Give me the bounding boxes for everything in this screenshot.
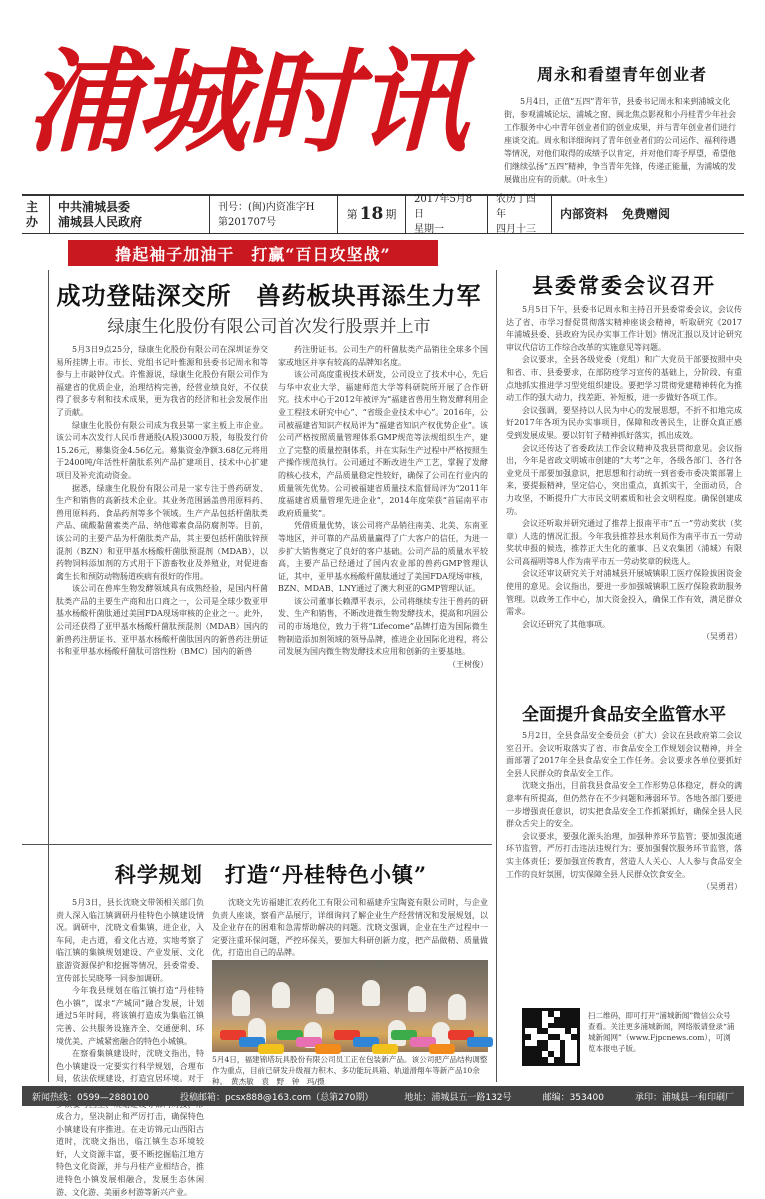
free-gift: 免费赠阅 (622, 207, 671, 221)
qr-instructions: 扫二维码，即可打开“浦城新闻”微信公众号查看。关注更多浦城新闻，网络版请登录“浦城新闻网”（www.Fjpcnews.com），可浏览本报电子版。 (588, 1011, 735, 1053)
postcode: 邮编：353400 (542, 1092, 604, 1103)
photo-worker (232, 990, 250, 1016)
lead-column-a (56, 344, 268, 844)
issue-value: 18 (359, 204, 384, 224)
byline: （王树俊） (448, 659, 488, 669)
info-bar (22, 194, 744, 234)
left-divider (48, 270, 49, 1082)
paragraph: 5月3日，县长沈晓文带领相关部门负责人深入临江镇调研丹桂特色小镇建设情况。调研中，沈晓文看集镇，进企业，入车间，走古道，看文化古迹，实地考察了临江镇的集镇规划建设、产业发展、文化旅游资源保护和挖掘等情况，县委常委、宣传部长吴晓琴一同参加调研。 (56, 898, 204, 983)
paragraph: 会议还传达了省委政法工作会议精神及我县贯彻意见。会议指出，今年是省政文明城市创建的“大考”之年，各级各部门、各行各业党员干部要加强意识，把思想和行动统一到省委市委决策部署上来，要提振精神，坚定信心，突出重点，真抓实干，全面动员，合力攻坚，不断提升广大市民文明素质和社会文明程度。确保创建成功。 (506, 443, 742, 516)
photo-worker (272, 982, 290, 1008)
paragraph: 5月3日9点25分，绿康生化股份有限公司在深圳证券交易所挂牌上市。市长、党组书记叶惟源和县委书记周永和等参与上市敲钟仪式。许惟源说，绿康生化股份有限公司作为福建省的优质企业，治理结构完善，经营业绩良好，不仅获得了很多专利和技术成果，更为我省的经济和社会发展作出了贡献。 (56, 345, 268, 417)
publication-number-2: 第201707号 (218, 216, 277, 228)
paragraph: 会议要求，要强化源头治理，加强种养环节监管；要加强流通环节监管，严厉打击违法违规行为；要加强餐饮服务环节监管，落实主体责任；要加强宣传教育，营造人人关心、人人参与食品安全工作的良好氛围，切实保障全县人民群众饮食安全。 (506, 831, 742, 879)
paragraph: 沈晓文先访福建汇农药化工有限公司和福建乔宝陶瓷有限公司时，与企业负责人座谈，察看产品展厅，详细询问了解企业生产经营情况和发展规划，以及企业存在的困难和急需帮助解决的问题。沈晓文强调，企业在生产过程中一定要注重环保问题，严控环保关，要加大科研创新力度，把产品做精、质量做优，打造出自己的品牌。 (212, 898, 488, 958)
issue-suffix: 期 (385, 208, 397, 221)
side-news (504, 62, 740, 186)
factory-photo (212, 960, 488, 1052)
newspaper-logo: 浦城时讯 (26, 37, 466, 168)
science-column-b (212, 897, 488, 957)
issue-date (406, 196, 488, 233)
paragraph: 会议强调，要坚持以人民为中心的发展思想，不折不扣地完成好2017年各项为民办实事项目，保障和改善民生，让群众真正感受到发展成果。要以钉钉子精神抓好落实，抓出成效。 (506, 405, 742, 440)
lunar-year: 农历丁酉年 (496, 194, 536, 220)
photo-toy (258, 1044, 284, 1054)
publication-number (210, 196, 338, 233)
paragraph: 今年我县规划在临江镇打造“丹桂特色小镇”，谋求“产城同”融合发展，计划通过5年时间，将该镇打造成为集临江镇完善、公共服务设施齐全、交通便利、环境优美、产城紧密融合的特色小城镇。 (56, 986, 204, 1046)
paragraph: 药注册证书。公司生产的杆菌肽类产品销往全球多个国家或地区并享有较高的品牌知名度。 (278, 345, 488, 367)
byline: （吴勇君） (702, 882, 742, 892)
qr-module (525, 1034, 531, 1040)
paragraph: 绿康生化股份有限公司成为我县第一家主板上市企业。该公司本次发行人民币普通股(A股)3000万股，每股发行价15.26元，募集资金4.56亿元。募集资金净额3.68亿元将用于2400吨/年活性杆菌肽系列产品扩建项目、技术中心扩建项目及补充流动资金。 (56, 420, 268, 480)
masthead (22, 14, 744, 196)
paragraph: 会议要求，全县各级党委（党组）和广大党员干部要按照中央和省、市、县委要求，在部防疫学习宣传的基础上，分阶段、有重点地抓实推进学习型党组织建设。要把学习贯彻党建精神转化为推动工作的强大动力，找差距、补短板，进一步做好各项工作。 (506, 355, 742, 403)
publication-number-1: 刊号：(闽)内资准字H (218, 201, 315, 213)
organizer-1: 中共浦城县委 (58, 199, 131, 214)
photo-worker (362, 980, 380, 1006)
lead-subheadline: 绿康生化股份有限公司首次发行股票并上市 (107, 317, 431, 337)
science-headline: 科学规划 打造“丹桂特色小镇” (114, 862, 428, 887)
lunar-date (488, 196, 552, 233)
paragraph: 5月5日下午，县委书记周永和主持召开县委常委会议，会议传达了省、市学习督促贯彻落实精神座谈会精神，听取研究《2017年浦城县委、县政府为民办实事工作计划》情况汇报以及讨论研究审议代信访工作综合改革的实施意见等问题。 (506, 305, 742, 352)
qr-code-icon[interactable] (522, 1008, 580, 1066)
internal-material: 内部资料 (560, 207, 609, 221)
organizer-names (50, 196, 210, 233)
issue-weekday: 星期一 (414, 224, 444, 235)
photo-worker (316, 988, 334, 1014)
side-news-body: 5月4日，正值“五四”青年节，县委书记周永和来到浦城文化街，参观浦城论坛、浦城之窗、闽北焦点影视和小丹桂青少年社会工作服务中心中青年创业者们的创业成果，并与青年创业者们进行座谈交流。周永和详细询问了青年创业者们的公司运作、福利待遇等情况，对他们取得的成绩予以肯定，并对他们寄予厚望，希望他们继续弘扬“五四”精神，争当青年先锋，传递正能量，为浦城的发展做出应有的贡献。（叶永生） (504, 97, 737, 184)
standing-committee-headline: 县委常委会议召开 (532, 273, 716, 298)
printer: 承印：浦城县一和印刷厂 (634, 1092, 734, 1103)
paragraph: 该公司高度重视技术研发，公司设立了技术中心，先后与华中农业大学、福建师范大学等科研院所开展了合作研究。技术中心于2012年被评为“福建省兽用生物发酵利用企业工程技术研究中心”、“省级企业技术中心”。2016年，公司被福建省知识产权局评为“福建省知识产权优势企业”。该公司严格按照质量管理体系GMP规范等法规组织生产，建立了完整的质量控制体系，并在实际生产过程中严格按照生产操作规范执行。公司通过不断改进生产工艺，掌握了发酵的核心技术，产品质量稳定性较好，确保了公司在行业内的质量领先优势。公司被福建省质量技术监督局评为“2011年度福建省质量管理先进企业”，2014年度荣获“首届南平市政府质量奖”。 (278, 370, 488, 518)
lead-column-b (278, 344, 488, 844)
photo-toy (429, 1044, 455, 1054)
byline: （吴勇君） (702, 632, 742, 642)
qr-module (571, 1034, 577, 1040)
issue-prefix: 第 (346, 208, 358, 221)
side-news-title: 周永和看望青年创业者 (536, 65, 707, 84)
qr-module (542, 1057, 548, 1063)
photo-toy (467, 1037, 493, 1047)
paragraph: 该公司在兽库生物发酵领域具有成熟经验，是国内杆菌肽类产品的主要生产商和出口商之一，公司是全球少数亚甲基水杨酸杆菌肽通过美国FDA现场审核的企业之一。此外，公司还获得了亚甲基水杨酸杆菌肽预混剂（MDAB）国内的新兽药注册证书、亚甲基水杨酸杆菌肽国内的新兽药注册证书和亚甲基水杨酸杆菌肽可溶性粉（BMC）国内的新兽 (56, 584, 268, 657)
lead-headline: 成功登陆深交所 兽药板块再添生力军 (56, 281, 482, 310)
submission-email: 投稿邮箱：pcsx888@163.com（总第270期） (180, 1092, 374, 1103)
photo-worker (408, 986, 426, 1012)
paragraph: 该公司董事长赖潭平表示，公司将继续专注于兽药的研发、生产和销售，不断改进微生物发酵技术，提高和巩固公司的市场地位，致力于将“Lifecome”品牌打造为国际微生物制造添加剂领域的领导品牌，推进企业国际化进程，将公司发展为国内微生物发酵技术应用和创新的主要基地。 (278, 596, 488, 657)
standing-committee-body (506, 304, 742, 692)
column-divider (496, 270, 497, 1082)
issue-date-1: 2017年5月8日 (414, 194, 473, 220)
paragraph: 在察看集镇建设时，沈晓文指出，特色小镇建设一定要实行科学规划，合理布局，依法依规建设，打造宜居环境。对于 成合力，坚决制止和严厉打击，确保特色小镇建设有序推进。在走访锦元山西阳古道时，沈晓文指出，临江镇生态环境较好，人文资源丰富，要不断挖掘临江地方特色文化资源，并与丹桂产业相结合，推进特色小镇发展相融合，发展生态休闲游、文化游、美丽乡村游等新兴产业。 (56, 1049, 204, 1197)
campaign-banner: 撸起袖子加油干 打赢“百日攻坚战” (68, 240, 438, 266)
photo-toy (372, 1044, 398, 1054)
lunar-day: 四月十三 (496, 224, 536, 235)
paragraph: 凭借质量优势，该公司将产品销往南美、北美、东南亚等地区，并可靠的产品质量赢得了广大客户的信任，为进一步扩大销售奠定了良好的客户基础。公司产品的质量水平较高，主要产品已经通过了国内农业部的兽药GMP管理认证，其中，亚甲基水杨酸杆菌肽通过了美国FDA现场审核，BZN、MDAB、LNY通过了澳大利亚的GMP管理认证。 (278, 521, 488, 594)
footer (22, 1086, 744, 1106)
photo-caption: 5月4日，福建锦塔玩具股份有限公司员工正在包装新产品。该公司把产品结构调整作为重点，目前已研发升级福力积木、多功能玩具箱、轨道滑翔车等新产品10余种。 黄杰敏 袁 野 钟 玛/摄 (212, 1055, 488, 1086)
paragraph: 沈晓文指出，目前我县食品安全工作形势总体稳定，群众的满意率有所提高，但仍然存在不少问题和薄弱环节。各地各部门要进一步增强责任意识，切实把食品安全工作抓紧抓好，确保全县人民群众舌尖上的安全。 (506, 781, 742, 829)
food-safety-body (506, 730, 742, 992)
organizer-label: 主办 (22, 196, 50, 233)
address: 地址：浦城县五一路132号 (404, 1092, 512, 1103)
food-safety-headline: 全面提升食品安全监管水平 (522, 705, 726, 725)
paragraph: 会议还听取并研究通过了推荐上报南平市“五一”劳动奖状（奖章）人选的情况汇报。今年我县推荐县水利局作为南平市五一劳动奖状申报的候选，推荐正大生化的董事、吕义农集团（浦城）有限公司高福明等8人作为南平市五一劳动奖章的候选人。 (506, 519, 742, 566)
paragraph: 会议还审议研究关于对浦城县开展城镇职工医疗保险拔困资金使用的意见。会议指出，要进一步加强城镇职工医疗保险救助服务管理。以政务工作中心，加大资金投入，确保工作有效，满足群众需求。 (506, 569, 742, 617)
paragraph: 据悉，绿康生化股份有限公司是一家专注于兽药研发、生产和销售的高新技术企业。其业务范围涵盖兽用原料药、兽用原料药、食品药剂等多个领域。生产产品包括杆菌肽类产品、硫酸黏菌素类产品、纳他霉素食品防腐剂等。目前，该公司的主要产品为杆菌肽类产品，其主要包括杆菌肽锌预混剂（BZN）和亚甲基水杨酸杆菌肽预混剂（MDAB），以药物饲料添加剂的方式用于下游畜牧业及养殖业，对促进畜禽生长和预防动物肠道疾病有很好的作用。 (56, 483, 268, 581)
issue-number (338, 196, 406, 233)
newspaper-page (22, 14, 744, 1197)
news-hotline: 新闻热线：0599—2880100 (32, 1092, 149, 1103)
qr-module (571, 1023, 577, 1029)
paragraph: 5月2日，全县食品安全委员会（扩大）会议在县政府第二会议室召开。会议听取落实了省、市食品安全工作规划会议精神，并全面部署了2017年全县食品安全工作任务。会议要求各单位要抓好全县人民群众的食品安全工作。 (506, 731, 742, 778)
qr-module (560, 1057, 566, 1063)
photo-toy (315, 1044, 341, 1054)
section-divider (22, 844, 492, 845)
photo-worker (448, 994, 466, 1020)
organizer-2: 浦城县人民政府 (58, 214, 143, 229)
distribution-note (552, 196, 678, 233)
paragraph: 会议还研究了其他事项。 (522, 619, 610, 629)
